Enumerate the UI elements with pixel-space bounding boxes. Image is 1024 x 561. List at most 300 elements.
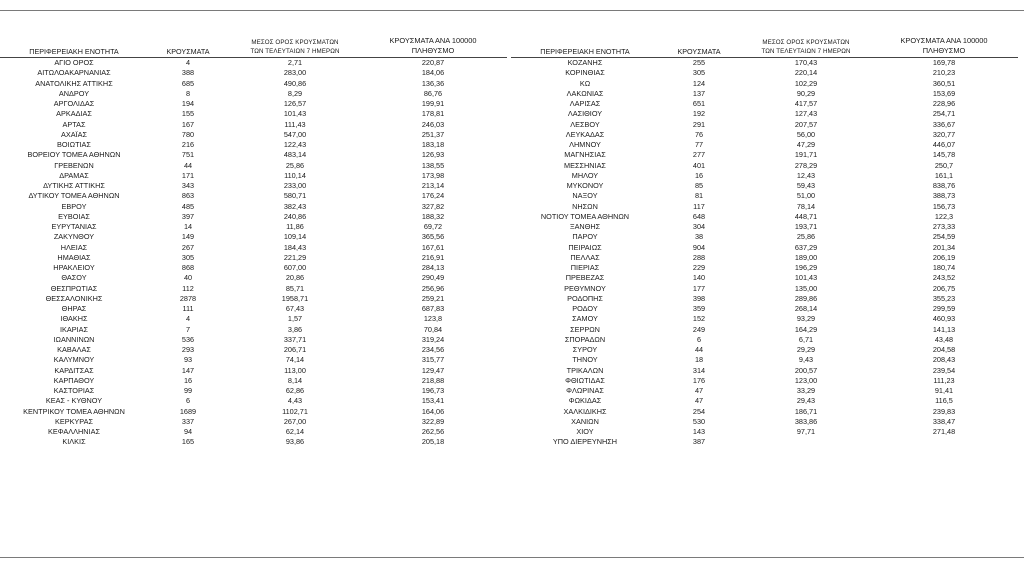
region-cell: ΔΥΤΙΚΗΣ ΑΤΤΙΚΗΣ	[43, 181, 105, 190]
per100k-cell: 322,89	[421, 416, 445, 426]
region-cell: ΚΟΡΙΝΘΙΑΣ	[565, 68, 605, 78]
region-cell: ΣΠΟΡΑΔΩΝ	[564, 334, 606, 344]
table-row	[511, 161, 1018, 171]
avg7-cell: 25,86	[285, 160, 305, 170]
avg7-cell: 109,14	[283, 232, 307, 242]
cases-cell: 124	[692, 78, 706, 88]
cases-cell: 40	[183, 273, 193, 283]
region-cell: ΜΗΛΟΥ	[571, 170, 599, 180]
per100k-cell: 69,72	[423, 222, 443, 231]
cases-cell: 111	[182, 304, 194, 313]
per100k-cell: 284,13	[421, 263, 445, 272]
header-per100k: ΚΡΟΥΣΜΑΤΑ ΑΝΑ 100000 ΠΛΗΘΥΣΜΟ	[389, 36, 477, 55]
cases-cell: 176	[692, 375, 706, 385]
region-cell: ΚΟΖΑΝΗΣ	[567, 58, 603, 67]
per100k-cell: 338,47	[932, 416, 956, 426]
cases-cell: 387	[692, 437, 706, 447]
region-cell: ΗΜΑΘΙΑΣ	[57, 252, 91, 262]
header-avg7: ΜΕΣΟΣ ΟΡΟΣ ΚΡΟΥΣΜΑΤΩΝ ΤΩΝ ΤΕΛΕΥΤΑΙΩΝ 7 ΗΜΕΡΩΝ	[761, 39, 851, 55]
cases-cell: 343	[181, 181, 195, 190]
cases-cell: 751	[181, 150, 195, 160]
table-row	[511, 417, 1018, 427]
avg7-cell: 607,00	[283, 263, 307, 272]
avg7-cell: 283,00	[283, 68, 307, 78]
cases-cell: 44	[694, 345, 704, 354]
table-row	[0, 243, 507, 253]
header-cases: ΚΡΟΥΣΜΑΤΑ	[166, 47, 210, 56]
region-cell: ΘΕΣΣΑΛΟΝΙΚΗΣ	[45, 293, 103, 303]
cases-cell: 137	[692, 88, 706, 98]
per100k-cell: 259,21	[421, 293, 445, 303]
table-row	[511, 243, 1018, 253]
table-row	[0, 161, 507, 171]
avg7-cell: 93,86	[285, 437, 305, 447]
cases-cell: 291	[692, 119, 706, 129]
cases-cell: 149	[181, 232, 195, 242]
per100k-cell: 460,93	[932, 314, 956, 324]
table-row	[511, 304, 1018, 314]
per100k-cell: 167,61	[421, 242, 445, 252]
cases-cell: 904	[692, 242, 706, 252]
region-cell: ΡΟΔΟΠΗΣ	[567, 293, 603, 303]
table-row	[511, 99, 1018, 109]
cases-cell: 194	[181, 99, 195, 108]
avg7-cell: 240,86	[283, 211, 307, 221]
cases-cell: 16	[183, 375, 193, 385]
per100k-cell: 216,91	[421, 252, 445, 262]
table-row	[511, 171, 1018, 181]
cases-cell: 117	[693, 201, 705, 211]
cases-cell: 6	[696, 334, 702, 344]
cases-cell: 359	[692, 304, 706, 313]
per100k-cell: 251,37	[421, 129, 445, 139]
cases-cell: 152	[692, 314, 706, 324]
region-cell: ΛΕΣΒΟΥ	[570, 119, 600, 129]
per100k-cell: 169,78	[932, 58, 956, 67]
table-row	[0, 325, 507, 335]
avg7-cell: 448,71	[794, 211, 818, 221]
avg7-cell: 25,86	[796, 232, 816, 242]
region-cell: ΗΡΑΚΛΕΙΟΥ	[53, 263, 95, 272]
region-cell: ΔΡΑΜΑΣ	[59, 170, 89, 180]
per100k-cell: 156,73	[932, 201, 956, 211]
per100k-cell: 210,23	[932, 68, 956, 78]
region-cell: ΕΥΡΥΤΑΝΙΑΣ	[51, 222, 97, 231]
region-cell: ΚΑΣΤΟΡΙΑΣ	[53, 386, 95, 395]
table-row	[511, 68, 1018, 78]
table-row	[511, 366, 1018, 376]
avg7-cell: 9,43	[798, 355, 814, 365]
per100k-cell: 273,33	[932, 222, 956, 231]
avg7-cell: 547,00	[283, 129, 307, 139]
cases-cell: 254	[692, 406, 706, 416]
per100k-cell: 91,41	[934, 386, 954, 395]
region-cell: ΚΩ	[579, 78, 591, 88]
avg7-cell: 113,00	[284, 365, 306, 375]
avg7-cell: 184,43	[283, 242, 307, 252]
region-cell: ΠΕΛΛΑΣ	[570, 252, 600, 262]
table-row	[511, 376, 1018, 386]
header-cases: ΚΡΟΥΣΜΑΤΑ	[677, 47, 721, 56]
region-cell: ΦΛΩΡΙΝΑΣ	[566, 386, 604, 395]
table-row	[511, 140, 1018, 150]
per100k-cell: 123,8	[423, 314, 443, 324]
region-cell: ΧΙΟΥ	[576, 427, 594, 436]
region-cell: ΠΙΕΡΙΑΣ	[570, 263, 600, 272]
region-cell: ΚΙΛΚΙΣ	[62, 437, 86, 447]
table-row	[511, 355, 1018, 365]
per100k-cell: 213,14	[421, 181, 445, 190]
table-row	[0, 58, 507, 68]
table-row	[511, 273, 1018, 283]
region-cell: ΠΡΕΒΕΖΑΣ	[565, 273, 605, 283]
cases-cell: 18	[694, 355, 704, 365]
table-row	[0, 191, 507, 201]
avg7-cell: 382,43	[283, 201, 307, 211]
avg7-cell: 1,57	[287, 314, 303, 324]
per100k-cell: 254,59	[932, 232, 956, 242]
table-row	[511, 79, 1018, 89]
per100k-cell: 208,43	[932, 355, 956, 365]
per100k-cell: 218,88	[421, 375, 445, 385]
cases-cell: 143	[692, 427, 706, 436]
avg7-cell: 20,86	[285, 273, 305, 283]
cases-cell: 780	[181, 129, 195, 139]
avg7-cell: 191,71	[794, 150, 818, 160]
region-cell: ΠΕΙΡΑΙΩΣ	[568, 242, 602, 252]
table-row	[0, 181, 507, 191]
right-rows	[511, 58, 1018, 448]
avg7-cell: 580,71	[283, 191, 307, 201]
per100k-cell: 136,36	[421, 78, 445, 88]
per100k-cell: 129,47	[421, 365, 445, 375]
table-row	[511, 396, 1018, 406]
cases-cell: 171	[181, 170, 195, 180]
avg7-cell: 200,57	[794, 365, 818, 375]
region-cell: ΛΑΣΙΘΙΟΥ	[567, 109, 603, 119]
avg7-cell: 483,14	[283, 150, 307, 160]
avg7-cell: 126,57	[283, 99, 307, 108]
table-row	[0, 99, 507, 109]
bottom-border	[0, 557, 1024, 558]
per100k-cell: 205,18	[421, 437, 445, 447]
avg7-cell: 1102,71	[282, 406, 308, 416]
avg7-cell: 29,43	[796, 396, 816, 406]
region-cell: ΘΗΡΑΣ	[61, 304, 87, 313]
per100k-cell: 86,76	[423, 88, 443, 98]
per100k-cell: 111,23	[933, 375, 955, 385]
cases-cell: 77	[694, 140, 704, 149]
table-row	[0, 120, 507, 130]
table-row	[0, 366, 507, 376]
per100k-cell: 183,18	[421, 140, 445, 149]
table-row	[0, 232, 507, 242]
table-row	[0, 376, 507, 386]
cases-cell: 155	[181, 109, 195, 119]
per100k-cell: 271,48	[932, 427, 956, 436]
cases-cell: 85	[694, 181, 704, 190]
table-row	[511, 212, 1018, 222]
avg7-cell: 85,71	[285, 283, 305, 293]
avg7-cell: 4,43	[287, 396, 303, 406]
region-cell: ΛΕΥΚΑΔΑΣ	[565, 129, 605, 139]
cases-cell: 255	[692, 58, 706, 67]
table-row	[0, 273, 507, 283]
per100k-cell: 176,24	[421, 191, 445, 201]
table-row	[511, 109, 1018, 119]
avg7-cell: 164,29	[794, 324, 818, 334]
table-row	[511, 284, 1018, 294]
per100k-cell: 228,96	[932, 99, 956, 108]
table-row	[0, 386, 507, 396]
region-cell: ΒΟΙΩΤΙΑΣ	[57, 140, 91, 149]
avg7-cell: 122,43	[283, 140, 307, 149]
avg7-cell: 233,00	[283, 181, 307, 190]
cases-cell: 863	[181, 191, 195, 201]
cases-cell: 401	[692, 160, 706, 170]
table-row	[511, 314, 1018, 324]
cases-cell: 288	[692, 252, 706, 262]
per100k-cell: 355,23	[932, 293, 956, 303]
per100k-cell: 327,82	[421, 201, 445, 211]
cases-cell: 229	[692, 263, 706, 272]
cases-cell: 4	[185, 58, 191, 67]
region-cell: ΣΕΡΡΩΝ	[570, 324, 600, 334]
cases-cell: 216	[181, 140, 195, 149]
per100k-cell: 250,7	[934, 160, 954, 170]
table-row	[0, 150, 507, 160]
cases-cell: 93	[183, 355, 193, 365]
cases-cell: 147	[181, 365, 195, 375]
table-row	[511, 325, 1018, 335]
avg7-cell: 8,29	[287, 88, 303, 98]
per100k-cell: 290,49	[421, 273, 445, 283]
per100k-cell: 201,34	[932, 242, 956, 252]
cases-cell: 38	[694, 232, 704, 242]
avg7-cell: 289,86	[794, 293, 818, 303]
cases-cell: 140	[692, 273, 706, 283]
table-row	[0, 263, 507, 273]
table-row	[0, 355, 507, 365]
table-row	[0, 294, 507, 304]
region-cell: ΜΑΓΝΗΣΙΑΣ	[564, 150, 606, 160]
per100k-cell: 173,98	[421, 170, 445, 180]
table-row	[511, 253, 1018, 263]
region-cell: ΚΕΑΣ - ΚΥΘΝΟΥ	[45, 396, 103, 406]
region-cell: ΠΑΡΟΥ	[572, 232, 598, 242]
region-cell: ΛΑΚΩΝΙΑΣ	[566, 88, 604, 98]
table-row	[511, 130, 1018, 140]
table-row	[0, 89, 507, 99]
region-cell: ΖΑΚΥΝΘΟΥ	[53, 232, 95, 242]
region-cell: ΝΗΣΩΝ	[572, 201, 598, 211]
avg7-cell: 6,71	[798, 334, 814, 344]
avg7-cell: 490,86	[283, 78, 307, 88]
per100k-cell: 234,56	[421, 345, 445, 354]
cases-cell: 530	[692, 416, 706, 426]
avg7-cell: 207,57	[794, 119, 818, 129]
region-cell: ΣΑΜΟΥ	[572, 314, 598, 324]
per100k-cell: 239,83	[932, 406, 956, 416]
table-row	[511, 202, 1018, 212]
table-row	[0, 345, 507, 355]
region-cell: ΑΝΑΤΟΛΙΚΗΣ ΑΤΤΙΚΗΣ	[35, 78, 113, 88]
per100k-cell: 122,3	[934, 211, 954, 221]
cases-cell: 337	[181, 416, 195, 426]
per100k-cell: 153,41	[421, 396, 445, 406]
cases-cell: 177	[692, 283, 706, 293]
cases-cell: 192	[692, 109, 706, 119]
per100k-cell: 838,76	[932, 181, 956, 190]
table-row	[0, 335, 507, 345]
header-per100k: ΚΡΟΥΣΜΑΤΑ ΑΝΑ 100000 ΠΛΗΘΥΣΜΟ	[900, 36, 988, 55]
top-border	[0, 10, 1024, 11]
table-row	[511, 222, 1018, 232]
region-cell: ΣΥΡΟΥ	[572, 345, 598, 354]
avg7-cell: 189,00	[794, 252, 818, 262]
cases-cell: 1689	[179, 406, 197, 416]
cases-cell: 4	[185, 314, 191, 324]
avg7-cell: 383,86	[794, 416, 818, 426]
avg7-cell: 47,29	[796, 140, 816, 149]
per100k-cell: 319,24	[421, 334, 445, 344]
region-cell: ΡΟΔΟΥ	[572, 304, 598, 313]
avg7-cell: 193,71	[794, 222, 818, 231]
region-cell: ΗΛΕΙΑΣ	[60, 242, 88, 252]
table-row	[511, 89, 1018, 99]
avg7-cell: 101,43	[794, 273, 818, 283]
table-row	[511, 386, 1018, 396]
region-cell: ΛΗΜΝΟΥ	[569, 140, 601, 149]
per100k-cell: 206,19	[932, 252, 956, 262]
per100k-cell: 161,1	[934, 170, 954, 180]
per100k-cell: 446,07	[932, 140, 956, 149]
per100k-cell: 178,81	[421, 109, 445, 119]
avg7-cell: 93,29	[796, 314, 816, 324]
region-cell: ΚΑΛΥΜΝΟΥ	[53, 355, 95, 365]
per100k-cell: 246,03	[421, 119, 445, 129]
region-cell: ΧΑΝΙΩΝ	[571, 416, 599, 426]
region-cell: ΑΡΚΑΔΙΑΣ	[56, 109, 92, 119]
avg7-cell: 186,71	[794, 406, 818, 416]
region-cell: ΘΑΣΟΥ	[61, 273, 87, 283]
avg7-cell: 97,71	[796, 427, 816, 436]
avg7-cell: 221,29	[283, 252, 307, 262]
table-row	[0, 407, 507, 417]
table-row	[0, 222, 507, 232]
table-row	[511, 345, 1018, 355]
region-cell: ΒΟΡΕΙΟΥ ΤΟΜΕΑ ΑΘΗΝΩΝ	[27, 150, 121, 160]
avg7-cell: 267,00	[283, 416, 307, 426]
avg7-cell: 3,86	[287, 324, 303, 334]
region-cell: ΑΡΓΟΛΙΔΑΣ	[53, 99, 95, 108]
table-row	[511, 427, 1018, 437]
cases-cell: 648	[692, 211, 706, 221]
cases-cell: 305	[692, 68, 706, 78]
per100k-cell: 116,5	[935, 396, 953, 406]
avg7-cell: 196,29	[794, 263, 818, 272]
table-row	[511, 407, 1018, 417]
cases-cell: 305	[181, 252, 195, 262]
cases-cell: 81	[694, 191, 704, 201]
avg7-cell: 127,43	[794, 109, 818, 119]
table-row	[0, 212, 507, 222]
cases-cell: 8	[185, 88, 191, 98]
cases-cell: 267	[181, 242, 195, 252]
per100k-cell: 220,87	[421, 58, 445, 67]
table-row	[0, 437, 507, 447]
per100k-cell: 141,13	[932, 324, 956, 334]
avg7-cell: 101,43	[283, 109, 307, 119]
cases-cell: 99	[183, 386, 193, 395]
region-cell: ΧΑΛΚΙΔΙΚΗΣ	[563, 406, 607, 416]
region-cell: ΤΗΝΟΥ	[572, 355, 598, 365]
per100k-cell: 256,96	[421, 283, 445, 293]
table-row	[0, 253, 507, 263]
region-cell: ΚΕΝΤΡΙΚΟΥ ΤΟΜΕΑ ΑΘΗΝΩΝ	[23, 406, 125, 416]
region-cell: ΑΓΙΟ ΟΡΟΣ	[54, 58, 94, 67]
cases-cell: 7	[185, 324, 191, 334]
per100k-cell: 262,56	[421, 427, 445, 436]
per100k-cell: 188,32	[421, 211, 445, 221]
table-row	[0, 417, 507, 427]
cases-cell: 388	[181, 68, 195, 78]
table-row	[511, 335, 1018, 345]
region-cell: ΡΕΘΥΜΝΟΥ	[564, 283, 606, 293]
per100k-cell: 254,71	[932, 109, 956, 119]
region-cell: ΞΑΝΘΗΣ	[569, 222, 601, 231]
cases-cell: 293	[181, 345, 195, 354]
per100k-cell: 239,54	[932, 365, 956, 375]
cases-cell: 2878	[179, 293, 197, 303]
cases-cell: 94	[183, 427, 193, 436]
cases-cell: 16	[694, 170, 704, 180]
per100k-cell: 180,74	[932, 263, 956, 272]
avg7-cell: 59,43	[796, 181, 816, 190]
region-cell: ΚΕΦΑΛΛΗΝΙΑΣ	[48, 427, 100, 436]
cases-cell: 397	[181, 211, 195, 221]
per100k-cell: 145,78	[932, 150, 956, 160]
avg7-cell: 90,29	[796, 88, 816, 98]
table-row	[0, 202, 507, 212]
region-cell: ΜΥΚΟΝΟΥ	[566, 181, 604, 190]
per100k-cell: 206,75	[932, 283, 956, 293]
per100k-cell: 199,91	[421, 99, 445, 108]
cases-cell: 685	[181, 78, 195, 88]
cases-cell: 47	[694, 386, 704, 395]
table-row	[0, 304, 507, 314]
cases-cell: 14	[183, 222, 193, 231]
avg7-cell: 56,00	[796, 129, 816, 139]
cases-cell: 76	[694, 129, 704, 139]
region-cell: ΚΑΒΑΛΑΣ	[57, 345, 91, 354]
avg7-cell: 102,29	[794, 78, 818, 88]
avg7-cell: 33,29	[796, 386, 816, 395]
region-cell: ΙΘΑΚΗΣ	[60, 314, 88, 324]
region-cell: ΙΩΑΝΝΙΝΩΝ	[53, 334, 95, 344]
header-region: ΠΕΡΙΦΕΡΕΙΑΚΗ ΕΝΟΤΗΤΑ	[540, 47, 630, 56]
cases-cell: 167	[181, 119, 195, 129]
region-cell: ΝΑΞΟΥ	[572, 191, 598, 201]
avg7-cell: 12,43	[796, 170, 816, 180]
avg7-cell: 62,86	[285, 386, 305, 395]
cases-cell: 868	[181, 263, 195, 272]
table-row	[511, 181, 1018, 191]
cases-cell: 47	[694, 396, 704, 406]
region-cell: ΕΥΒΟΙΑΣ	[58, 211, 90, 221]
cases-cell: 651	[692, 99, 706, 108]
header-avg7: ΜΕΣΟΣ ΟΡΟΣ ΚΡΟΥΣΜΑΤΩΝ ΤΩΝ ΤΕΛΕΥΤΑΙΩΝ 7 ΗΜΕΡΩΝ	[250, 39, 340, 55]
